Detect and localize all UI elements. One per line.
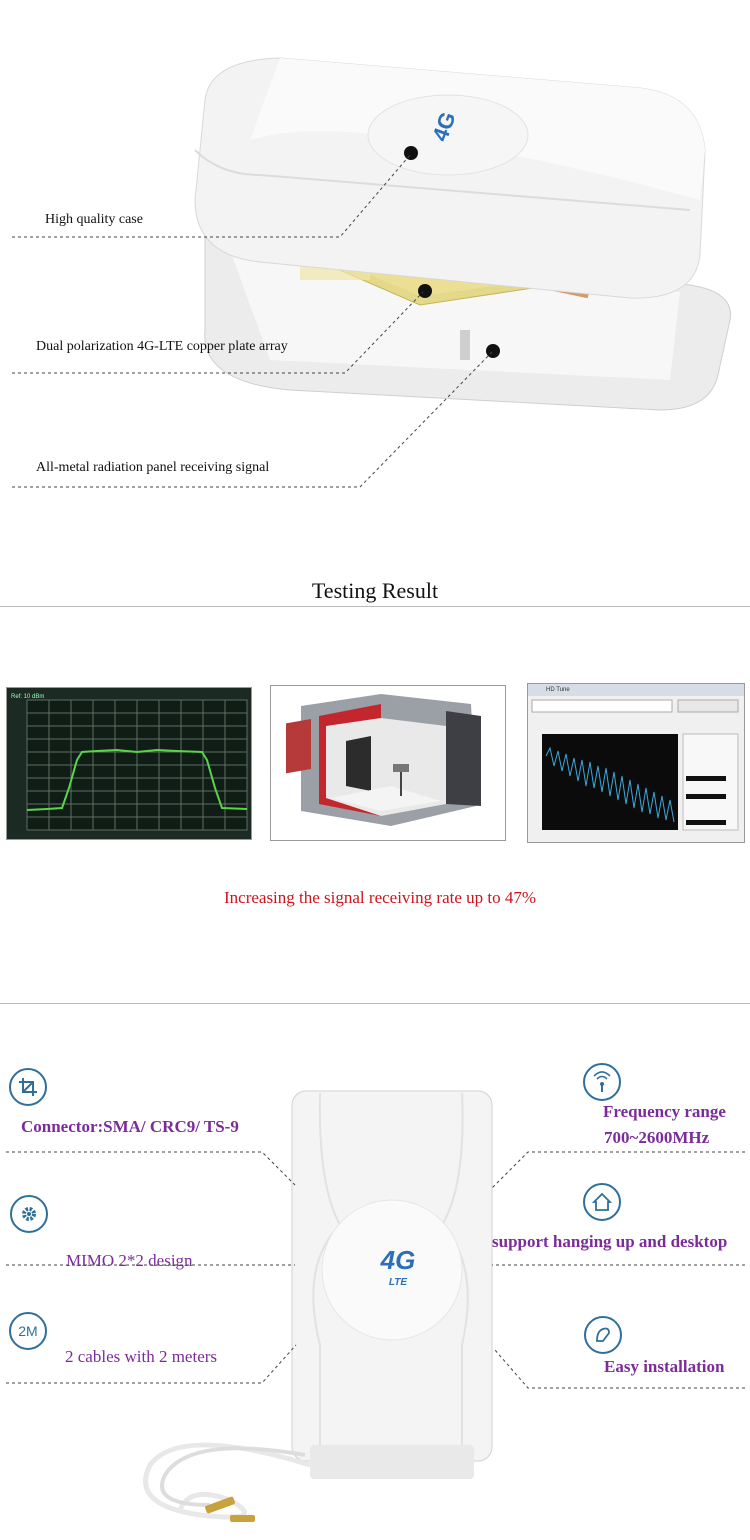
device-logo-main: 4G bbox=[380, 1245, 416, 1275]
feature-hanging-desktop: support hanging up and desktop bbox=[492, 1232, 728, 1251]
anechoic-chamber-image bbox=[270, 685, 506, 841]
features-divider bbox=[0, 1003, 750, 1004]
spectrum-header-text: Ref: 10 dBm bbox=[11, 694, 45, 700]
feature-cables: 2 cables with 2 meters bbox=[65, 1347, 218, 1366]
feature-frequency-line1: Frequency range bbox=[603, 1102, 726, 1121]
exploded-antenna-image bbox=[0, 0, 750, 500]
crop-icon bbox=[9, 1068, 47, 1106]
feature-frequency-line2: 700~2600MHz bbox=[604, 1128, 710, 1147]
software-screenshot-image bbox=[527, 683, 745, 843]
testing-title: Testing Result bbox=[311, 578, 439, 603]
cables-image bbox=[120, 1405, 340, 1535]
label-copper-plate-array: Dual polarization 4G-LTE copper plate array bbox=[36, 339, 288, 354]
device-logo-sub: LTE bbox=[388, 1277, 408, 1288]
home-icon bbox=[583, 1183, 621, 1221]
feature-connector: Connector:SMA/ CRC9/ TS-9 bbox=[21, 1117, 239, 1136]
feature-easy-installation: Easy installation bbox=[604, 1357, 725, 1376]
install-icon bbox=[584, 1316, 622, 1354]
feature-mimo: MIMO 2*2 design bbox=[66, 1251, 193, 1270]
label-high-quality-case: High quality case bbox=[45, 212, 143, 227]
label-metal-panel: All-metal radiation panel receiving signal bbox=[36, 460, 270, 475]
signal-icon bbox=[583, 1063, 621, 1101]
gear-icon bbox=[10, 1195, 48, 1233]
spectrum-analyzer-image bbox=[6, 687, 252, 840]
2m-icon: 2M bbox=[9, 1312, 47, 1350]
case-4g-badge: 4G bbox=[427, 108, 461, 145]
software-title-bar: HD Tune bbox=[528, 684, 744, 696]
testing-divider bbox=[0, 606, 750, 607]
signal-claim-text: Increasing the signal receiving rate up to 47% bbox=[223, 888, 537, 907]
